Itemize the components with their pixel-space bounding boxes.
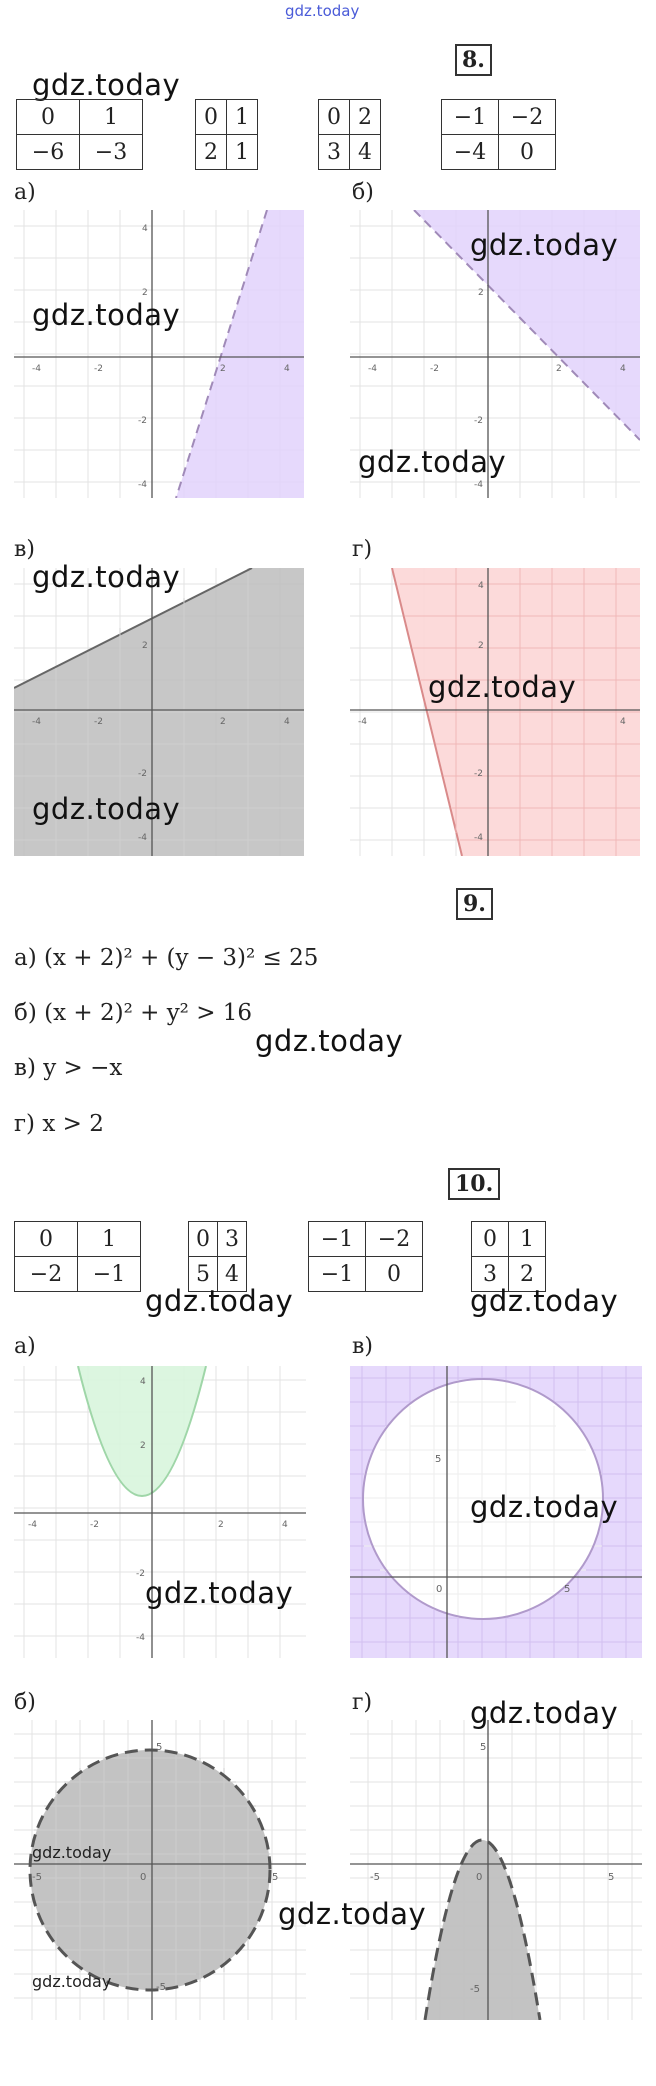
task-9-number: 9.	[456, 888, 493, 920]
task-10-table-3	[308, 1221, 423, 1292]
task-8-table-4	[441, 99, 556, 170]
graph-8a	[14, 210, 304, 498]
top-watermark: gdz.today	[285, 2, 360, 20]
table-cell: −1	[309, 1222, 366, 1257]
tick-label: -2	[474, 769, 483, 779]
tick-label: -4	[368, 364, 377, 374]
table-cell: −2	[499, 100, 556, 135]
tick-label: 2	[478, 641, 484, 651]
task-10-table-4	[471, 1221, 546, 1292]
table-cell: −3	[80, 135, 143, 170]
tick-label: -5	[156, 1982, 166, 1993]
tick-label: 4	[478, 581, 484, 591]
table-cell: 0	[189, 1222, 218, 1257]
tick-label: -5	[470, 1984, 480, 1995]
tick-label: -2	[136, 1569, 145, 1579]
inequality-v: в) y > −x	[14, 1055, 123, 1081]
graph-8g	[350, 568, 640, 856]
table-cell: 0	[196, 100, 227, 135]
table-cell: 1	[78, 1222, 141, 1257]
task-10-table-2	[188, 1221, 247, 1292]
tick-label: 2	[220, 364, 226, 374]
tick-label: 4	[282, 1520, 288, 1530]
table-cell: −2	[15, 1257, 78, 1292]
tick-label: 5	[480, 1742, 487, 1753]
tick-label: 2	[556, 364, 562, 374]
watermark: gdz.today	[32, 298, 181, 332]
watermark: gdz.today	[470, 228, 619, 262]
tick-label: 4	[284, 717, 290, 727]
table-cell: 1	[80, 100, 143, 135]
watermark: gdz.today	[145, 1284, 294, 1318]
tick-label: -4	[28, 1520, 37, 1530]
table-cell: 4	[350, 135, 381, 170]
tick-label: -4	[32, 717, 41, 727]
tick-label: -4	[474, 480, 483, 490]
graph-10g	[350, 1720, 642, 2020]
tick-label: -2	[90, 1520, 99, 1530]
table-cell: 0	[366, 1257, 423, 1292]
watermark: gdz.today	[32, 1972, 112, 1991]
task-8-number: 8.	[455, 44, 492, 76]
table-cell: 0	[319, 100, 350, 135]
table-cell: −1	[78, 1257, 141, 1292]
tick-label: -4	[474, 833, 483, 843]
tick-label: 0	[436, 1584, 443, 1595]
table-cell: 3	[472, 1257, 509, 1292]
tick-label: 2	[142, 641, 148, 651]
table-cell: 0	[499, 135, 556, 170]
table-cell: 1	[227, 100, 258, 135]
watermark: gdz.today	[428, 670, 577, 704]
tick-label: -4	[136, 1633, 145, 1643]
table-cell: 5	[189, 1257, 218, 1292]
table-cell: −4	[442, 135, 499, 170]
watermark: gdz.today	[32, 792, 181, 826]
tick-label: 2	[218, 1520, 224, 1530]
task-10-number: 10.	[448, 1168, 500, 1200]
watermark: gdz.today	[470, 1696, 619, 1730]
tick-label: -4	[32, 364, 41, 374]
table-cell: −2	[366, 1222, 423, 1257]
graph-label-b: б)	[352, 180, 374, 205]
table-cell: −1	[309, 1257, 366, 1292]
table-cell: −1	[442, 100, 499, 135]
tick-label: -2	[430, 364, 439, 374]
table-cell: 0	[472, 1222, 509, 1257]
watermark: gdz.today	[32, 1843, 112, 1862]
graph-label-v: в)	[14, 537, 35, 562]
task-8-table-2	[195, 99, 258, 170]
inequality-b: б) (x + 2)² + y² > 16	[14, 1000, 253, 1026]
task-10-table-1	[14, 1221, 141, 1292]
table-cell: −6	[17, 135, 80, 170]
tick-label: 5	[156, 1742, 163, 1753]
tick-label: -2	[474, 416, 483, 426]
tick-label: 5	[564, 1584, 571, 1595]
tick-label: 4	[284, 364, 290, 374]
table-cell: 0	[17, 100, 80, 135]
graph-label-10b: б)	[14, 1690, 36, 1715]
graph-label-10a: а)	[14, 1334, 36, 1359]
inequality-a: а) (x + 2)² + (y − 3)² ≤ 25	[14, 945, 319, 971]
tick-label: 4	[140, 1377, 146, 1387]
graph-label-10v: в)	[352, 1334, 373, 1359]
tick-label: -4	[358, 717, 367, 727]
graph-label-a: а)	[14, 180, 36, 205]
tick-label: 2	[140, 1441, 146, 1451]
graph-10a	[14, 1366, 306, 1658]
table-cell: 2	[509, 1257, 546, 1292]
tick-label: -5	[32, 1872, 42, 1883]
tick-label: -4	[138, 480, 147, 490]
tick-label: 0	[476, 1872, 483, 1883]
tick-label: 5	[435, 1454, 442, 1465]
task-8-table-1	[16, 99, 143, 170]
graph-label-g: г)	[352, 537, 373, 562]
inequality-g: г) x > 2	[14, 1111, 104, 1137]
table-cell: 4	[218, 1257, 247, 1292]
table-cell: 3	[218, 1222, 247, 1257]
task-8-table-3	[318, 99, 381, 170]
tick-label: 5	[608, 1872, 615, 1883]
tick-label: 2	[478, 288, 484, 298]
watermark: gdz.today	[255, 1024, 404, 1058]
graph-label-10g: г)	[352, 1690, 373, 1715]
tick-label: 4	[142, 224, 148, 234]
tick-label: -4	[138, 833, 147, 843]
tick-label: -5	[370, 1872, 380, 1883]
tick-label: 4	[620, 364, 626, 374]
watermark: gdz.today	[470, 1284, 619, 1318]
watermark: gdz.today	[145, 1576, 294, 1610]
watermark: gdz.today	[32, 560, 181, 594]
tick-label: 2	[220, 717, 226, 727]
tick-label: 4	[620, 717, 626, 727]
table-cell: 1	[227, 135, 258, 170]
tick-label: -2	[138, 769, 147, 779]
watermark: gdz.today	[32, 68, 181, 102]
tick-label: 2	[142, 288, 148, 298]
watermark: gdz.today	[470, 1490, 619, 1524]
tick-label: 5	[272, 1872, 279, 1883]
table-cell: 3	[319, 135, 350, 170]
tick-label: 0	[140, 1872, 147, 1883]
watermark: gdz.today	[278, 1897, 427, 1931]
table-cell: 1	[509, 1222, 546, 1257]
table-cell: 0	[15, 1222, 78, 1257]
tick-label: -2	[138, 416, 147, 426]
tick-label: -2	[94, 717, 103, 727]
table-cell: 2	[350, 100, 381, 135]
watermark: gdz.today	[358, 445, 507, 479]
table-cell: 2	[196, 135, 227, 170]
tick-label: -2	[94, 364, 103, 374]
